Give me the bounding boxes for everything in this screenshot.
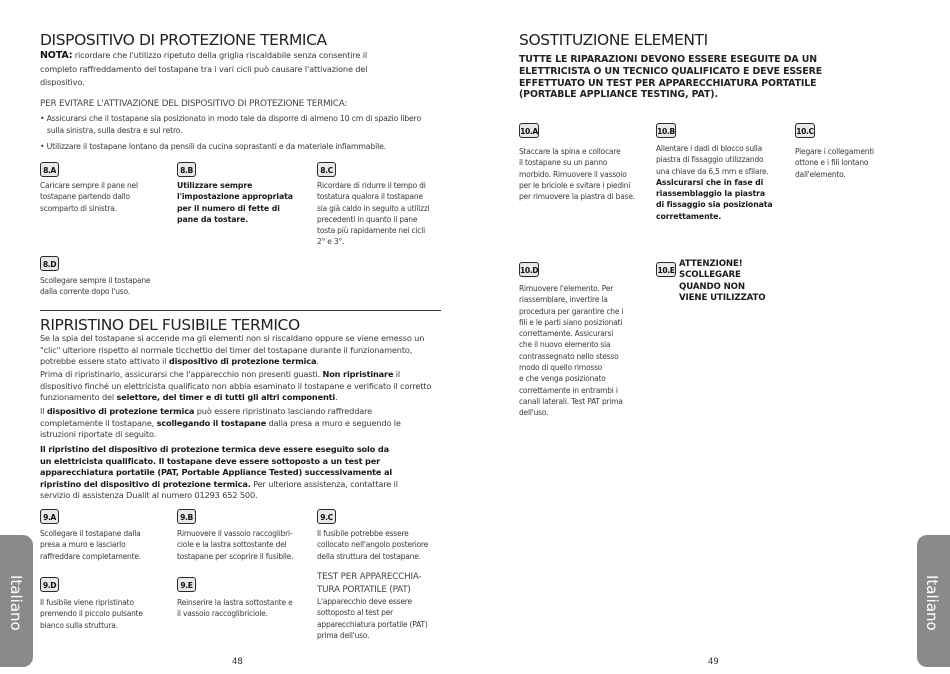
step-line-bold: di fissaggio sia posizionata: [656, 200, 773, 210]
step-line: dell'uso.: [519, 408, 549, 418]
fuse-paragraph-4: [40, 444, 442, 502]
section-title-element-replacement: SOSTITUZIONE ELEMENTI: [519, 31, 708, 49]
step-line: raffreddare completamente.: [40, 551, 141, 561]
text-line: servizio di assistenza Dualit al numero 01293 652 500.: [40, 490, 258, 501]
note-paragraph: [40, 50, 440, 89]
step-label-10c: 10.C: [795, 123, 815, 138]
step-line: contrassegnato nello stesso: [519, 351, 619, 361]
disconnect-warning: [679, 259, 789, 305]
section-title-fuse-reset: RIPRISTINO DEL FUSIBILE TERMICO: [40, 316, 300, 334]
step-line: il vassoio raccoglibriciole.: [177, 609, 268, 619]
step-label-8b: 8.B: [177, 162, 196, 177]
step-line: Reinserire la lastra sottostante e: [177, 598, 293, 607]
step-line: Scollegare sempre il tostapane: [40, 276, 151, 285]
warning-line: SCOLLEGARE: [679, 270, 741, 281]
text-fragment: completamente il tostapane,: [40, 417, 157, 428]
pat-line: apparecchiatura portatile (PAT): [317, 619, 428, 629]
prevention-bullets: [40, 113, 421, 153]
step-label-9c: 9.C: [317, 509, 336, 524]
text-fragment-bold: Non ripristinare: [322, 369, 394, 379]
step-line: correttamente in entrambi i: [519, 385, 618, 395]
text-line: dispositivo finché un elettricista qualificato non abbia esaminato il tostapane e verificato il corretto: [40, 380, 432, 391]
step-text-10d: [519, 283, 651, 419]
step-line: sia già caldo in seguito a utilizzi: [317, 203, 430, 213]
step-line: il tostapane su un panno: [519, 158, 608, 168]
step-text-8c: [317, 180, 442, 248]
fuse-paragraph-2: [40, 369, 442, 404]
step-label-10b: 10.B: [656, 123, 676, 138]
bullet-line: sulla sinistra, sulla destra e sul retro.: [40, 125, 183, 135]
step-line-bold: correttamente.: [656, 211, 722, 221]
note-line: ricordare che l'utilizzo ripetuto della griglia riscaldabile senza consentire il: [72, 50, 367, 60]
text-fragment-bold: dispositivo di protezione termica: [168, 356, 317, 367]
text-line: un elettricista qualificato. Il tostapane deve essere sottoposto a un test per: [40, 455, 381, 466]
step-text-8a: [40, 180, 170, 214]
text-line: Il ripristino del dispositivo di protezione termica deve essere eseguito solo da: [40, 444, 389, 454]
language-tab-label-left: Italiano: [7, 575, 25, 631]
step-line: Il fusibile potrebbe essere: [317, 529, 409, 538]
text-fragment: potrebbe essere stato attivato il: [40, 356, 169, 367]
step-line: della struttura del tostapane.: [317, 551, 421, 561]
step-line: canali laterali. Test PAT prima: [519, 396, 623, 406]
step-line-bold: riassemblaggio la piastra: [656, 189, 766, 199]
step-line: pane da tostare.: [177, 214, 249, 224]
step-text-9e: [177, 597, 312, 620]
text-fragment: Per ulteriore assistenza, contattare il: [250, 478, 398, 489]
step-line: Allentare i dadi di blocco sulla: [656, 144, 763, 153]
step-line: premendo il piccolo pulsante: [40, 609, 143, 619]
bullet-line: • Assicurarsi che il tostapane sia posizionato in modo tale da disporre di almeno 10 cm di spazio libero: [40, 114, 422, 123]
step-line: dalla corrente dopo l'uso.: [40, 287, 130, 297]
step-line: riassemblare, invertire la: [519, 295, 608, 305]
note-line: completo raffreddamento del tostapane tra i vari cicli può causare l'attivazione del: [40, 63, 368, 74]
step-line: Rimuovere il vassoio raccoglibri-: [177, 529, 293, 538]
step-label-10d: 10.D: [519, 262, 539, 277]
text-line: "clic" ulteriore rispetto al normale ticchettio del timer del tostapane durante il funzionamento,: [40, 344, 413, 355]
step-line: l'impostazione appropriata: [177, 192, 293, 202]
step-line: ottone e i fili lontano: [795, 158, 869, 168]
text-line: apparecchiatura portatile (PAT, Portable Appliance Tested) successivamente al: [40, 467, 393, 478]
text-fragment: può essere ripristinato lasciando raffreddare: [194, 406, 373, 416]
pat-title-line: TEST PER APPARECCHIA-: [317, 572, 422, 582]
page-number-left: 48: [232, 657, 243, 667]
step-line: morbido. Rimuovere il vassoio: [519, 169, 627, 179]
text-fragment: .: [316, 356, 319, 367]
step-text-9d: [40, 597, 170, 631]
pat-line: L'apparecchio deve essere: [317, 597, 412, 606]
step-label-9e: 9.E: [177, 577, 196, 592]
step-line: fili e le parti siano posizionati: [519, 317, 623, 327]
step-line: una chiave da 6,5 mm e sfilare.: [656, 166, 769, 176]
step-text-8d: [40, 275, 170, 298]
fuse-paragraph-1: [40, 333, 442, 368]
warning-line: TUTTE LE RIPARAZIONI DEVONO ESSERE ESEGUITE DA UN: [519, 54, 818, 65]
step-label-8c: 8.C: [317, 162, 336, 177]
step-line: Caricare sempre il pane nel: [40, 181, 138, 190]
warning-line: EFFETTUATO UN TEST PER APPARECCHIATURA PORTATILE: [519, 77, 817, 89]
step-line: procedura per garantire che i: [519, 306, 624, 316]
text-fragment: Prima di ripristinarlo, assicurarsi che l'apparecchio non presenti guasti.: [40, 369, 323, 379]
bullet-line: • Utilizzare il tostapane lontano da pensili da cucina soprastanti e da materiale infiammabile.: [40, 142, 386, 152]
pat-title-line: TURA PORTATILE (PAT): [317, 584, 411, 595]
step-line: tostatura qualora il tostapane: [317, 192, 423, 202]
section-divider: [40, 310, 441, 311]
step-line: collocato nell'angolo posteriore: [317, 540, 429, 550]
step-line: tostapane per scoprire il fusibile.: [177, 551, 294, 561]
step-label-8a: 8.A: [40, 162, 59, 177]
text-line: istruzioni riportate di seguito.: [40, 429, 157, 440]
step-text-9b: [177, 528, 312, 562]
warning-line: QUANDO NON: [679, 281, 745, 292]
warning-line: (PORTABLE APPLIANCE TESTING, PAT).: [519, 89, 718, 101]
step-line: presa a muro e lasciarlo: [40, 540, 126, 550]
step-line: dall'elemento.: [795, 169, 846, 179]
step-line: Il fusibile viene ripristinato: [40, 598, 134, 607]
step-line: correttamente. Assicurarsi: [519, 329, 614, 339]
step-line: Staccare la spina e collocare: [519, 147, 621, 156]
step-line: Ricordare di ridurre il tempo di: [317, 181, 426, 190]
step-text-10a: [519, 146, 651, 202]
step-text-10c: [795, 146, 890, 180]
step-text-8b: [177, 180, 312, 225]
step-label-9d: 9.D: [40, 577, 59, 592]
note-label: NOTA:: [40, 50, 73, 61]
pat-line: sottoposto al test per: [317, 608, 394, 618]
pat-note: [317, 571, 447, 641]
text-fragment-bold: ripristino del dispositivo di protezione termica.: [40, 478, 251, 489]
prevention-subheading: PER EVITARE L'ATTIVAZIONE DEL DISPOSITIVO DI PROTEZIONE TERMICA:: [40, 99, 348, 109]
section-title-thermal-protection: DISPOSITIVO DI PROTEZIONE TERMICA: [40, 31, 327, 49]
repair-warning: [519, 54, 919, 101]
step-line: precedenti in quanto il pane: [317, 214, 418, 224]
step-line: e che venga posizionato: [519, 374, 606, 384]
step-line: per rimuovere la piastra di base.: [519, 192, 635, 202]
step-line: modo di quello rimosso: [519, 363, 603, 373]
text-fragment-bold: dispositivo di protezione termica: [46, 406, 195, 416]
step-text-9a: [40, 528, 170, 562]
step-line: che il nuovo elemento sia: [519, 340, 611, 350]
text-fragment: Il: [40, 406, 47, 416]
step-line: tostapane partendo dallo: [40, 192, 130, 202]
step-label-10e: 10.E: [656, 262, 676, 277]
step-text-9c: [317, 528, 442, 562]
step-line: piastra di fissaggio utilizzando: [656, 155, 764, 165]
step-line: 2° e 3°.: [317, 237, 345, 247]
step-line: per le briciole e svitare i piedini: [519, 180, 631, 190]
text-fragment: dalla presa a muro e seguendo le: [266, 417, 401, 428]
step-label-9b: 9.B: [177, 509, 196, 524]
step-line: Scollegare il tostapane dalla: [40, 529, 141, 538]
pat-line: prima dell'uso.: [317, 630, 370, 640]
warning-line: ATTENZIONE!: [679, 259, 743, 269]
step-line: Utilizzare sempre: [177, 181, 253, 190]
language-tab-label-right: Italiano: [923, 575, 941, 631]
step-line: ciole e la lastra sottostante del: [177, 540, 287, 550]
step-line: Piegare i collegamenti: [795, 147, 874, 156]
note-line: dispositivo.: [40, 77, 85, 88]
page-number-right: 49: [708, 657, 719, 667]
warning-line: VIENE UTILIZZATO: [679, 293, 766, 304]
text-fragment: il: [393, 369, 401, 379]
step-label-9a: 9.A: [40, 509, 59, 524]
step-line: per il numero di fette di: [177, 203, 280, 213]
text-fragment: funzionamento del: [40, 392, 117, 403]
fuse-paragraph-3: [40, 406, 442, 441]
text-line: Se la spia del tostapane si accende ma gli elementi non si riscaldano oppure se viene emesso un: [40, 333, 425, 343]
text-fragment-bold: scollegando il tostapane: [156, 417, 267, 428]
step-text-10b: [656, 143, 786, 222]
text-fragment: .: [335, 392, 338, 403]
warning-line: ELETTRICISTA O UN TECNICO QUALIFICATO E DEVE ESSERE: [519, 65, 823, 77]
step-label-8d: 8.D: [40, 256, 59, 271]
text-fragment-bold: selettore, del timer e di tutti gli altri componenti: [116, 392, 336, 403]
step-line: Rimuovere l'elemento. Per: [519, 284, 614, 293]
step-line: scomparto di sinistra.: [40, 203, 117, 213]
step-line-bold: Assicurarsi che in fase di: [656, 177, 764, 187]
step-line: bianco sulla struttura.: [40, 620, 118, 630]
step-label-10a: 10.A: [519, 123, 539, 138]
step-line: tosta più rapidamente nei cicli: [317, 226, 425, 236]
